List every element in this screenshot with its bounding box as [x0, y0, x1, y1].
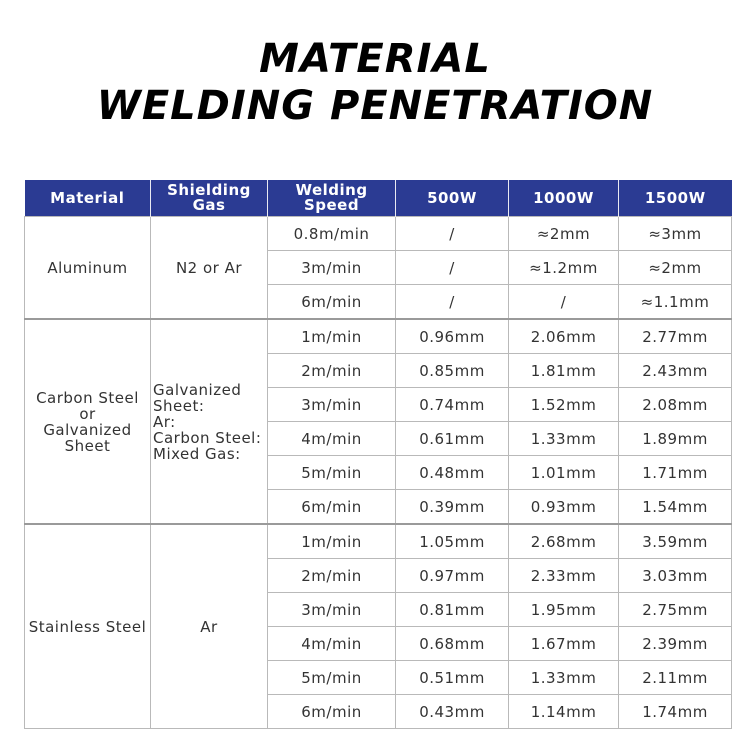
- penetration-1000w-cell: /: [509, 285, 619, 320]
- welding-speed-cell: 3m/min: [268, 251, 396, 285]
- header-shielding-gas: [151, 180, 268, 217]
- penetration-1000w-cell: ≈1.2mm: [509, 251, 619, 285]
- welding-speed-cell: 2m/min: [268, 354, 396, 388]
- material-text: or: [79, 404, 96, 423]
- penetration-500w-cell: 0.68mm: [396, 627, 509, 661]
- welding-speed-cell: 6m/min: [268, 285, 396, 320]
- table-row: [25, 524, 732, 559]
- header-shielding-gas-line1: Shielding: [167, 181, 251, 199]
- material-cell: [25, 524, 151, 729]
- header-welding-speed: [268, 180, 396, 217]
- penetration-500w-cell: 0.74mm: [396, 388, 509, 422]
- shielding-gas-text: Ar:: [153, 412, 176, 431]
- penetration-500w-cell: 0.97mm: [396, 559, 509, 593]
- penetration-1500w-cell: 2.08mm: [619, 388, 732, 422]
- penetration-500w-cell: 0.96mm: [396, 319, 509, 354]
- welding-speed-cell: 4m/min: [268, 627, 396, 661]
- penetration-1000w-cell: 1.67mm: [509, 627, 619, 661]
- penetration-1000w-cell: 1.14mm: [509, 695, 619, 729]
- penetration-1500w-cell: ≈3mm: [619, 217, 732, 251]
- shielding-gas-cell: [151, 524, 268, 729]
- table-body: [25, 217, 732, 729]
- header-1500w: 1500W: [619, 180, 732, 217]
- penetration-1500w-cell: 1.74mm: [619, 695, 732, 729]
- shielding-gas-text: Carbon Steel:: [153, 428, 262, 447]
- penetration-500w-cell: 0.43mm: [396, 695, 509, 729]
- penetration-500w-cell: 0.81mm: [396, 593, 509, 627]
- welding-speed-cell: 2m/min: [268, 559, 396, 593]
- shielding-gas-text: N2 or Ar: [175, 258, 243, 277]
- shielding-gas-text: Ar: [200, 617, 218, 636]
- penetration-500w-cell: /: [396, 251, 509, 285]
- penetration-500w-cell: 0.85mm: [396, 354, 509, 388]
- penetration-1000w-cell: 1.52mm: [509, 388, 619, 422]
- penetration-1500w-cell: 2.75mm: [619, 593, 732, 627]
- table-row: [25, 319, 732, 354]
- penetration-500w-cell: 0.48mm: [396, 456, 509, 490]
- penetration-1500w-cell: 2.43mm: [619, 354, 732, 388]
- penetration-1000w-cell: 2.06mm: [509, 319, 619, 354]
- shielding-gas-text: Sheet:: [153, 396, 205, 415]
- penetration-1500w-cell: ≈1.1mm: [619, 285, 732, 320]
- penetration-1000w-cell: 2.33mm: [509, 559, 619, 593]
- penetration-1000w-cell: 1.95mm: [509, 593, 619, 627]
- penetration-1500w-cell: 1.89mm: [619, 422, 732, 456]
- material-text: Sheet: [64, 436, 111, 455]
- welding-speed-cell: 3m/min: [268, 593, 396, 627]
- header-material: Material: [25, 180, 151, 217]
- welding-speed-cell: 0.8m/min: [268, 217, 396, 251]
- welding-speed-cell: 5m/min: [268, 456, 396, 490]
- penetration-1500w-cell: 2.11mm: [619, 661, 732, 695]
- material-text: Galvanized: [43, 420, 132, 439]
- header-welding-speed-line1: Welding: [295, 181, 368, 199]
- page-title-line2: WELDING PENETRATION: [96, 83, 654, 129]
- shielding-gas-cell: [151, 319, 268, 524]
- material-cell: [25, 319, 151, 524]
- penetration-500w-cell: 1.05mm: [396, 524, 509, 559]
- penetration-500w-cell: /: [396, 217, 509, 251]
- penetration-1500w-cell: 1.71mm: [619, 456, 732, 490]
- material-text: Stainless Steel: [28, 617, 147, 636]
- penetration-1000w-cell: 2.68mm: [509, 524, 619, 559]
- penetration-1500w-cell: 1.54mm: [619, 490, 732, 525]
- header-welding-speed-line2: Speed: [303, 196, 360, 214]
- table-row: [25, 217, 732, 251]
- penetration-1500w-cell: 3.03mm: [619, 559, 732, 593]
- material-text: Aluminum: [47, 258, 128, 277]
- shielding-gas-text: Mixed Gas:: [153, 444, 241, 463]
- penetration-500w-cell: 0.39mm: [396, 490, 509, 525]
- penetration-table: [24, 180, 732, 729]
- penetration-1500w-cell: 2.77mm: [619, 319, 732, 354]
- penetration-1500w-cell: 3.59mm: [619, 524, 732, 559]
- welding-speed-cell: 1m/min: [268, 524, 396, 559]
- penetration-1000w-cell: 1.33mm: [509, 661, 619, 695]
- welding-speed-cell: 4m/min: [268, 422, 396, 456]
- penetration-1000w-cell: 0.93mm: [509, 490, 619, 525]
- welding-speed-cell: 1m/min: [268, 319, 396, 354]
- header-1000w: 1000W: [509, 180, 619, 217]
- penetration-1500w-cell: 2.39mm: [619, 627, 732, 661]
- penetration-1000w-cell: 1.33mm: [509, 422, 619, 456]
- welding-speed-cell: 5m/min: [268, 661, 396, 695]
- penetration-1000w-cell: 1.81mm: [509, 354, 619, 388]
- header-shielding-gas-line2: Gas: [192, 196, 226, 214]
- penetration-1000w-cell: ≈2mm: [509, 217, 619, 251]
- welding-speed-cell: 6m/min: [268, 490, 396, 525]
- welding-speed-cell: 6m/min: [268, 695, 396, 729]
- material-cell: [25, 217, 151, 320]
- welding-speed-cell: 3m/min: [268, 388, 396, 422]
- header-500w: 500W: [396, 180, 509, 217]
- header-row: [25, 180, 732, 217]
- penetration-1000w-cell: 1.01mm: [509, 456, 619, 490]
- page-title-line1: MATERIAL: [259, 36, 491, 82]
- material-text: Carbon Steel: [36, 388, 139, 407]
- penetration-500w-cell: /: [396, 285, 509, 320]
- penetration-1500w-cell: ≈2mm: [619, 251, 732, 285]
- shielding-gas-text: Galvanized: [153, 380, 242, 399]
- penetration-500w-cell: 0.51mm: [396, 661, 509, 695]
- shielding-gas-cell: [151, 217, 268, 320]
- penetration-500w-cell: 0.61mm: [396, 422, 509, 456]
